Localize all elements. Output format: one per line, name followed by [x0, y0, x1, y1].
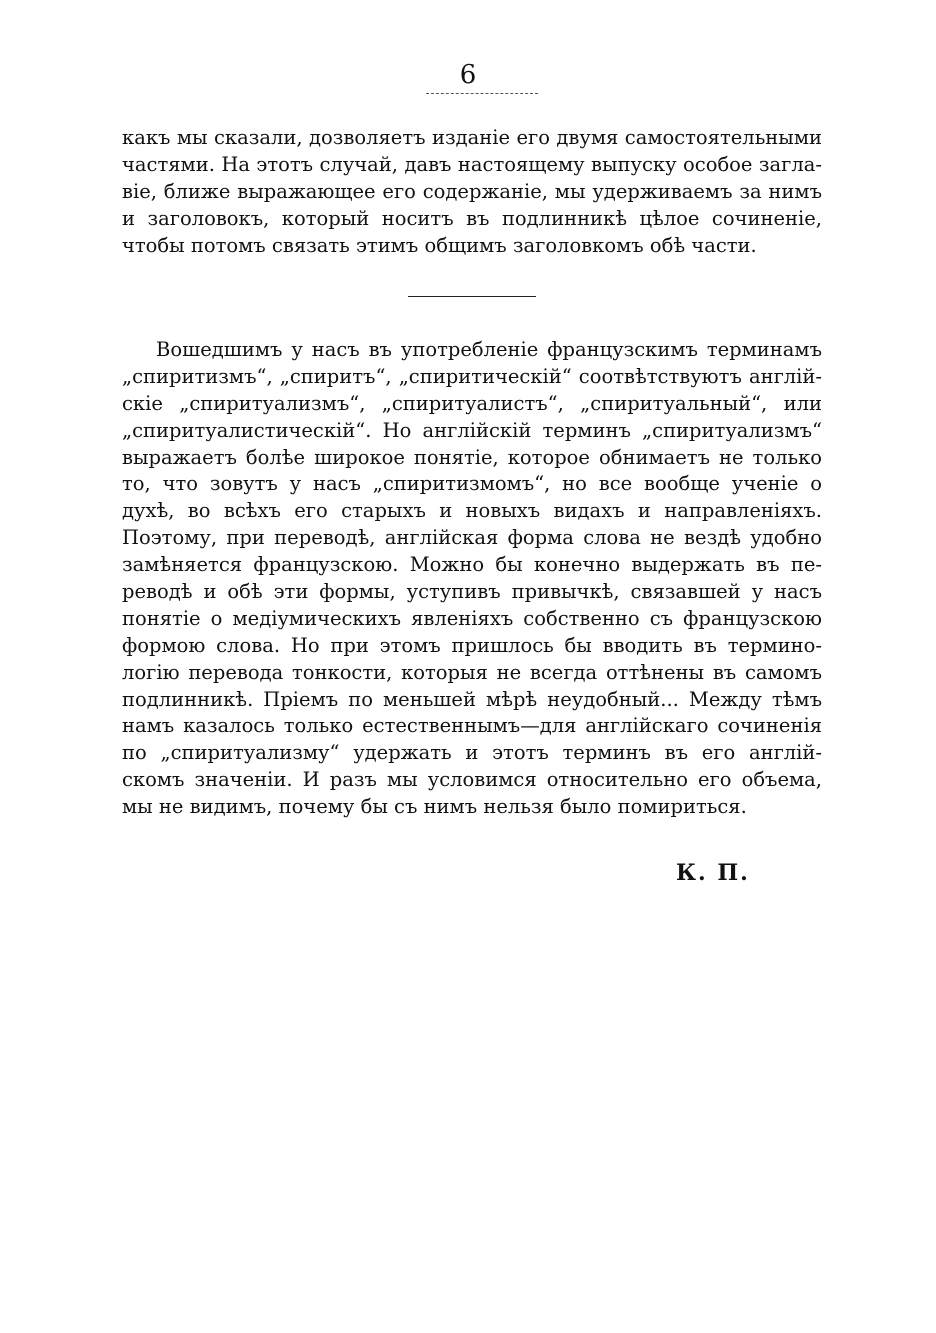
text-line: чтобы потомъ связать этимъ общимъ заголовкомъ обѣ части. — [122, 233, 757, 257]
text-line: „спиритизмъ“, „спиритъ“, „спиритическій“ соотвѣтствуютъ англій- — [122, 364, 822, 388]
text-line: Поэтому, при переводѣ, англійская форма слова не вездѣ удобно — [122, 526, 822, 550]
text-line: скіе „спиритуализмъ“, „спиритуалистъ“, „спиритуальный“, или — [122, 391, 822, 415]
text-line: частями. На этотъ случай, давъ настоящему выпуску особое загла- — [122, 152, 822, 176]
text-line: замѣняется французскою. Можно бы конечно выдержать въ пе- — [122, 553, 822, 577]
page-number-rule — [426, 93, 538, 94]
text-line: какъ мы сказали, дозволяетъ изданіе его двумя самостоятельными — [122, 126, 822, 149]
text-line: понятіе о медіумическихъ явленіяхъ собственно съ французскою — [122, 606, 822, 630]
text-line: мы не видимъ, почему бы съ нимъ нельзя было помириться. — [122, 795, 747, 819]
section-divider — [408, 296, 536, 297]
text-line: Вошедшимъ у насъ въ употребленіе французскимъ терминамъ — [156, 338, 822, 361]
text-line: выражаетъ болѣе широкое понятіе, которое обнимаетъ не только — [122, 445, 822, 469]
page-number: 6 — [459, 60, 477, 90]
continuation-paragraph — [122, 125, 822, 259]
text-line: духѣ, во всѣхъ его старыхъ и новыхъ видахъ и направленіяхъ. — [122, 499, 822, 523]
text-line: скомъ значеніи. И разъ мы условимся относительно его объема, — [122, 768, 822, 792]
text-line: и заголовокъ, который носитъ въ подлинникѣ цѣлое сочиненіе, — [122, 206, 822, 230]
signature-initials: К. П. — [676, 860, 750, 886]
text-line: реводѣ и обѣ эти формы, уступивъ привычкѣ, связавшей у насъ — [122, 580, 822, 604]
text-line: то, что зовутъ у насъ „спиритизмомъ“, но все вообще ученіе о — [122, 472, 822, 496]
text-line: подлинникѣ. Пріемъ по меньшей мѣрѣ неудобный... Между тѣмъ — [122, 687, 822, 711]
text-line: формою слова. Но при этомъ пришлось бы вводить въ термино- — [122, 633, 822, 657]
text-line: логію перевода тонкости, которыя не всегда оттѣнены въ самомъ — [122, 660, 822, 684]
text-line: по „спиритуализму“ удержать и этотъ терминъ въ его англій- — [122, 741, 822, 765]
text-line: „спиритуалистическій“. Но англійскій терминъ „спиритуализмъ“ — [122, 418, 822, 442]
text-line: намъ казалось только естественнымъ—для англійскаго сочиненія — [122, 714, 822, 738]
text-line: віе, ближе выражающее его содержаніе, мы удерживаемъ за нимъ — [122, 179, 822, 203]
translator-note-paragraph — [122, 337, 822, 821]
